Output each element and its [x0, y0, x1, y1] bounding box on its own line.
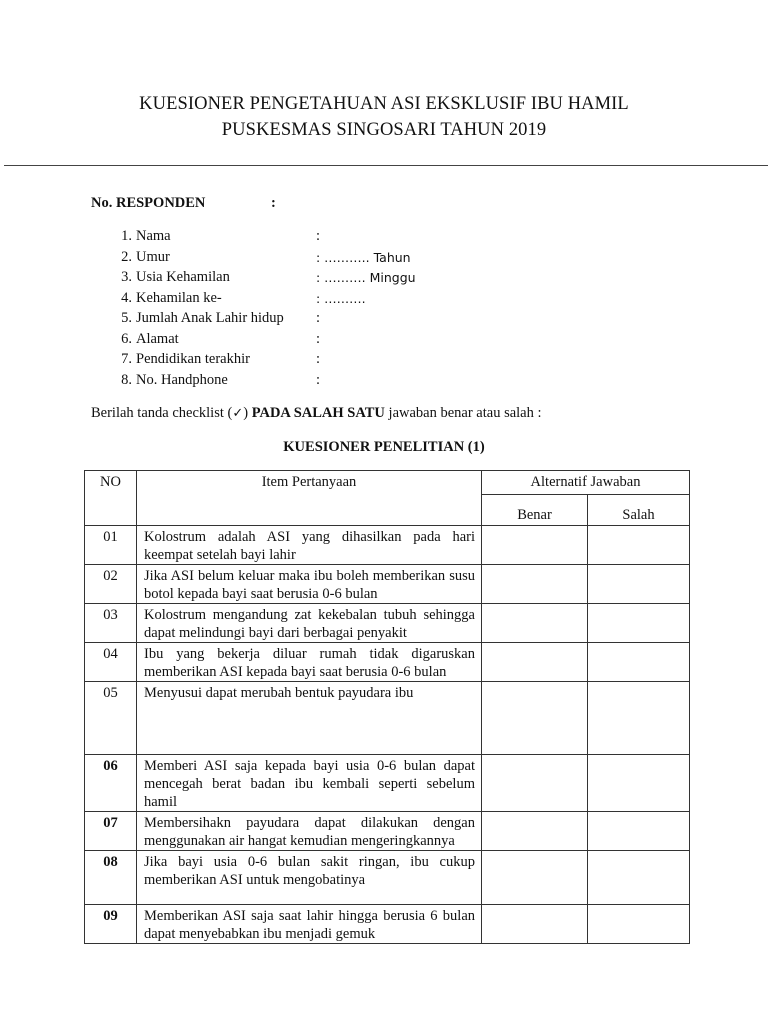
field-number: 7. — [121, 351, 132, 367]
row-question: Jika bayi usia 0-6 bulan sakit ringan, ibu cukup memberikan ASI untuk mengobatinya — [137, 851, 482, 905]
row-question: Memberikan ASI saja saat lahir hingga berusia 6 bulan dapat menyebabkan ibu menjadi gemuk — [137, 905, 482, 944]
field-value: : — [316, 310, 321, 326]
row-number: 07 — [85, 812, 137, 851]
field-number: 1. — [121, 228, 132, 244]
answer-salah-cell[interactable] — [588, 851, 690, 905]
header-alternatif: Alternatif Jawaban — [482, 471, 690, 495]
answer-benar-cell[interactable] — [482, 682, 588, 755]
respondent-colon: : — [271, 195, 276, 211]
field-value: : ………. — [316, 290, 366, 306]
row-question: Kolostrum adalah ASI yang dihasilkan pada hari keempat setelah bayi lahir — [137, 526, 482, 565]
field-label: Jumlah Anak Lahir hidup — [136, 310, 284, 326]
row-question: Ibu yang bekerja diluar rumah tidak digaruskan memberikan ASI kepada bayi saat berusia 0-6 bulan — [137, 643, 482, 682]
document-title: KUESIONER PENGETAHUAN ASI EKSKLUSIF IBU HAMIL — [139, 94, 629, 114]
row-question: Menyusui dapat merubah bentuk payudara ibu — [137, 682, 482, 755]
header-benar: Benar — [482, 495, 588, 526]
instruction-text — [91, 405, 542, 422]
row-number: 04 — [85, 643, 137, 682]
answer-benar-cell[interactable] — [482, 526, 588, 565]
table-row — [85, 755, 690, 812]
answer-benar-cell[interactable] — [482, 565, 588, 604]
answer-benar-cell[interactable] — [482, 643, 588, 682]
answer-salah-cell[interactable] — [588, 905, 690, 944]
row-question: Jika ASI belum keluar maka ibu boleh memberikan susu botol kepada bayi saat berusia 0-6 bulan — [137, 565, 482, 604]
table-row — [85, 905, 690, 944]
respondent-label: No. RESPONDEN — [91, 195, 206, 211]
answer-salah-cell[interactable] — [588, 565, 690, 604]
checkmark-icon: ✓ — [232, 406, 244, 421]
field-value: : — [316, 351, 321, 367]
field-label: Pendidikan terakhir — [136, 351, 250, 367]
instruction-part: ) — [243, 405, 252, 421]
row-number: 08 — [85, 851, 137, 905]
answer-salah-cell[interactable] — [588, 526, 690, 565]
field-label: No. Handphone — [136, 371, 228, 388]
header-divider — [4, 165, 768, 166]
field-number: 4. — [121, 289, 132, 306]
row-number: 02 — [85, 565, 137, 604]
row-number: 06 — [85, 755, 137, 812]
field-label: Nama — [136, 228, 171, 244]
field-number: 5. — [121, 310, 132, 326]
table-row — [85, 643, 690, 682]
header-salah: Salah — [588, 495, 690, 526]
row-number: 05 — [85, 682, 137, 755]
field-label: Kehamilan ke- — [136, 289, 222, 306]
questionnaire-table — [84, 470, 690, 944]
field-number: 2. — [121, 248, 132, 265]
answer-salah-cell[interactable] — [588, 755, 690, 812]
section-title: KUESIONER PENELITIAN (1) — [283, 439, 485, 455]
instruction-emphasis: PADA SALAH SATU — [251, 405, 385, 421]
field-label: Alamat — [136, 330, 179, 347]
table-row — [85, 851, 690, 905]
table-row — [85, 526, 690, 565]
answer-benar-cell[interactable] — [482, 812, 588, 851]
answer-benar-cell[interactable] — [482, 755, 588, 812]
table-row — [85, 812, 690, 851]
answer-benar-cell[interactable] — [482, 905, 588, 944]
answer-benar-cell[interactable] — [482, 604, 588, 643]
answer-benar-cell[interactable] — [482, 851, 588, 905]
answer-salah-cell[interactable] — [588, 604, 690, 643]
table-row — [85, 565, 690, 604]
instruction-part: Berilah tanda checklist ( — [91, 405, 233, 421]
row-question: Kolostrum mengandung zat kekebalan tubuh sehingga dapat melindungi bayi dari berbagai penyakit — [137, 604, 482, 643]
field-value: : ……….. Tahun — [316, 249, 411, 265]
document-subtitle: PUSKESMAS SINGOSARI TAHUN 2019 — [221, 120, 547, 140]
table-row — [85, 682, 690, 755]
instruction-part: jawaban benar atau salah : — [384, 405, 542, 421]
row-number: 09 — [85, 905, 137, 944]
row-number: 03 — [85, 604, 137, 643]
field-number: 8. — [121, 371, 132, 388]
field-number: 6. — [121, 330, 132, 347]
answer-salah-cell[interactable] — [588, 643, 690, 682]
field-label: Umur — [136, 248, 170, 265]
answer-salah-cell[interactable] — [588, 812, 690, 851]
field-number: 3. — [121, 269, 132, 285]
respondent-number-label — [91, 195, 276, 212]
field-value: : — [316, 371, 321, 388]
field-label: Usia Kehamilan — [136, 269, 230, 285]
row-question: Membersihakn payudara dapat dilakukan dengan menggunakan air hangat kemudian mengeringkannya — [137, 812, 482, 851]
header-item: Item Pertanyaan — [137, 471, 482, 526]
answer-salah-cell[interactable] — [588, 682, 690, 755]
field-value: : — [316, 330, 321, 347]
row-number: 01 — [85, 526, 137, 565]
table-row — [85, 604, 690, 643]
row-question: Memberi ASI saja kepada bayi usia 0-6 bulan dapat mencegah berat badan ibu kembali seperti sebelum hamil — [137, 755, 482, 812]
header-no: NO — [85, 471, 137, 526]
field-value: : ………. Minggu — [316, 270, 416, 285]
field-value: : — [316, 228, 321, 244]
